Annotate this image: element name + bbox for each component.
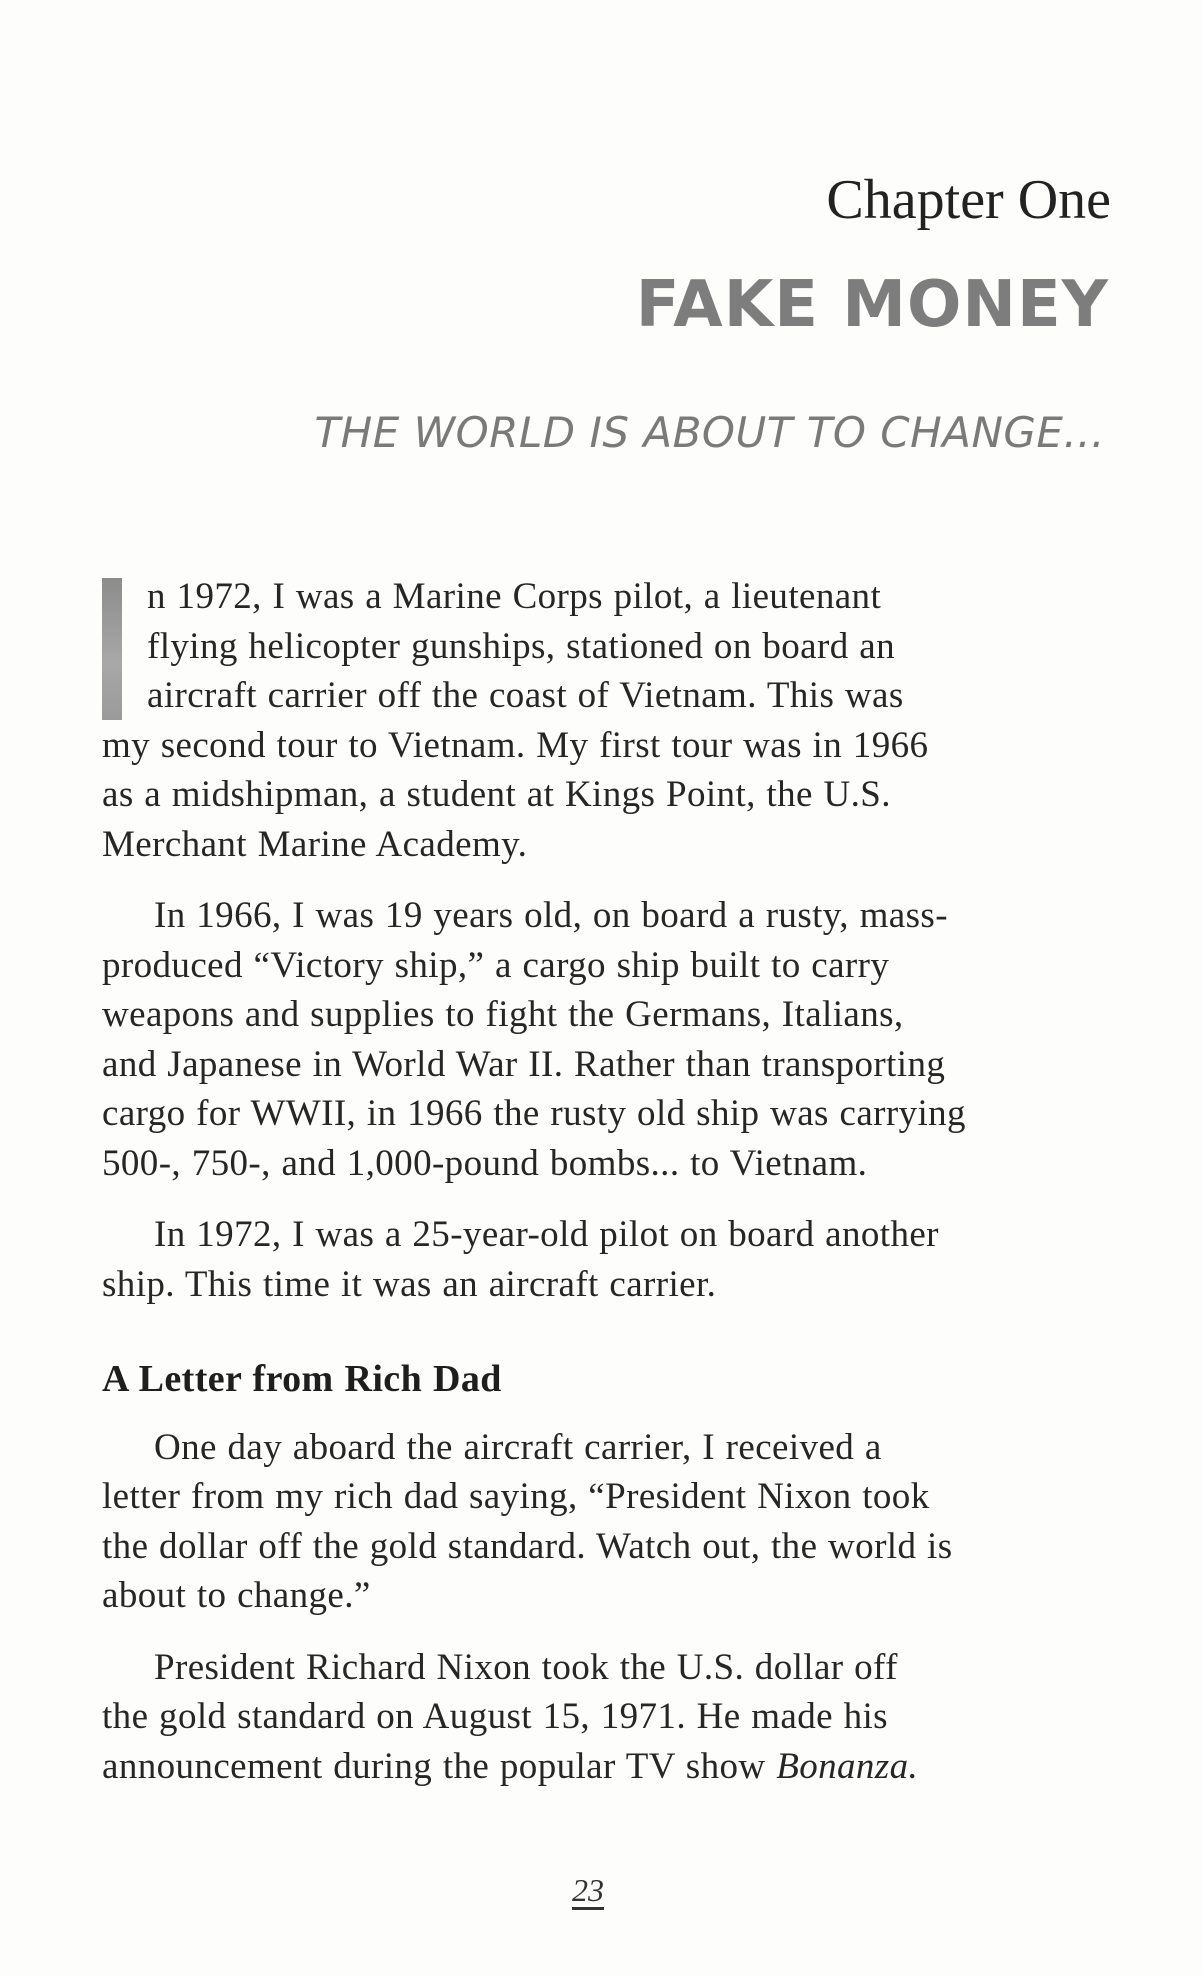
text-line: cargo for WWII, in 1966 the rusty old ship was carrying (102, 1093, 966, 1134)
text-line: and Japanese in World War II. Rather than transporting (102, 1043, 946, 1085)
text-line-last (102, 1742, 1110, 1792)
text-line: aircraft carrier off the coast of Vietnam. This was (147, 675, 904, 716)
text-line: ship. This time it was an aircraft carrier. (102, 1263, 717, 1305)
text-line: flying helicopter gunships, stationed on board an (147, 625, 895, 667)
text-line: the gold standard on August 15, 1971. He made his (102, 1696, 888, 1737)
text-line: n 1972, I was a Marine Corps pilot, a lieutenant (147, 576, 882, 617)
text-line: One day aboard the aircraft carrier, I received a (154, 1426, 882, 1468)
paragraph-5 (102, 1643, 1110, 1792)
text-line: produced “Victory ship,” a cargo ship built to carry (102, 944, 890, 986)
paragraph-4 (102, 1423, 1110, 1621)
paragraph-1 (102, 572, 1110, 869)
text-line: letter from my rich dad saying, “President Nixon took (102, 1476, 930, 1517)
text-line: 500-, 750-, and 1,000-pound bombs... to Vietnam. (102, 1142, 868, 1184)
chapter-subtitle: THE WORLD IS ABOUT TO CHANGE... (314, 408, 1105, 457)
tv-show-title: Bonanza. (776, 1745, 919, 1787)
drop-cap (102, 578, 122, 720)
text-line: the dollar off the gold standard. Watch out, the world is (102, 1525, 953, 1567)
text-line: about to change.” (102, 1575, 371, 1616)
text-line: as a midshipman, a student at Kings Point, the U.S. (102, 774, 891, 815)
chapter-title: FAKE MONEY (635, 268, 1109, 342)
paragraph-2 (102, 891, 1110, 1188)
text-line: weapons and supplies to fight the Germans, Italians, (102, 994, 904, 1035)
text-line: Merchant Marine Academy. (102, 823, 528, 865)
text-line: my second tour to Vietnam. My first tour was in 1966 (102, 724, 929, 766)
text-line-start: announcement during the popular TV show (102, 1745, 777, 1787)
section-heading: A Letter from Rich Dad (102, 1358, 502, 1400)
chapter-body (102, 572, 1110, 1813)
chapter-number: Chapter One (826, 169, 1111, 231)
text-line: In 1966, I was 19 years old, on board a rusty, mass- (154, 895, 948, 936)
page-number: 23 (572, 1872, 604, 1908)
text-line: President Richard Nixon took the U.S. dollar off (154, 1646, 898, 1688)
paragraph-3 (102, 1210, 1110, 1309)
text-line: In 1972, I was a 25-year-old pilot on board another (154, 1214, 939, 1255)
